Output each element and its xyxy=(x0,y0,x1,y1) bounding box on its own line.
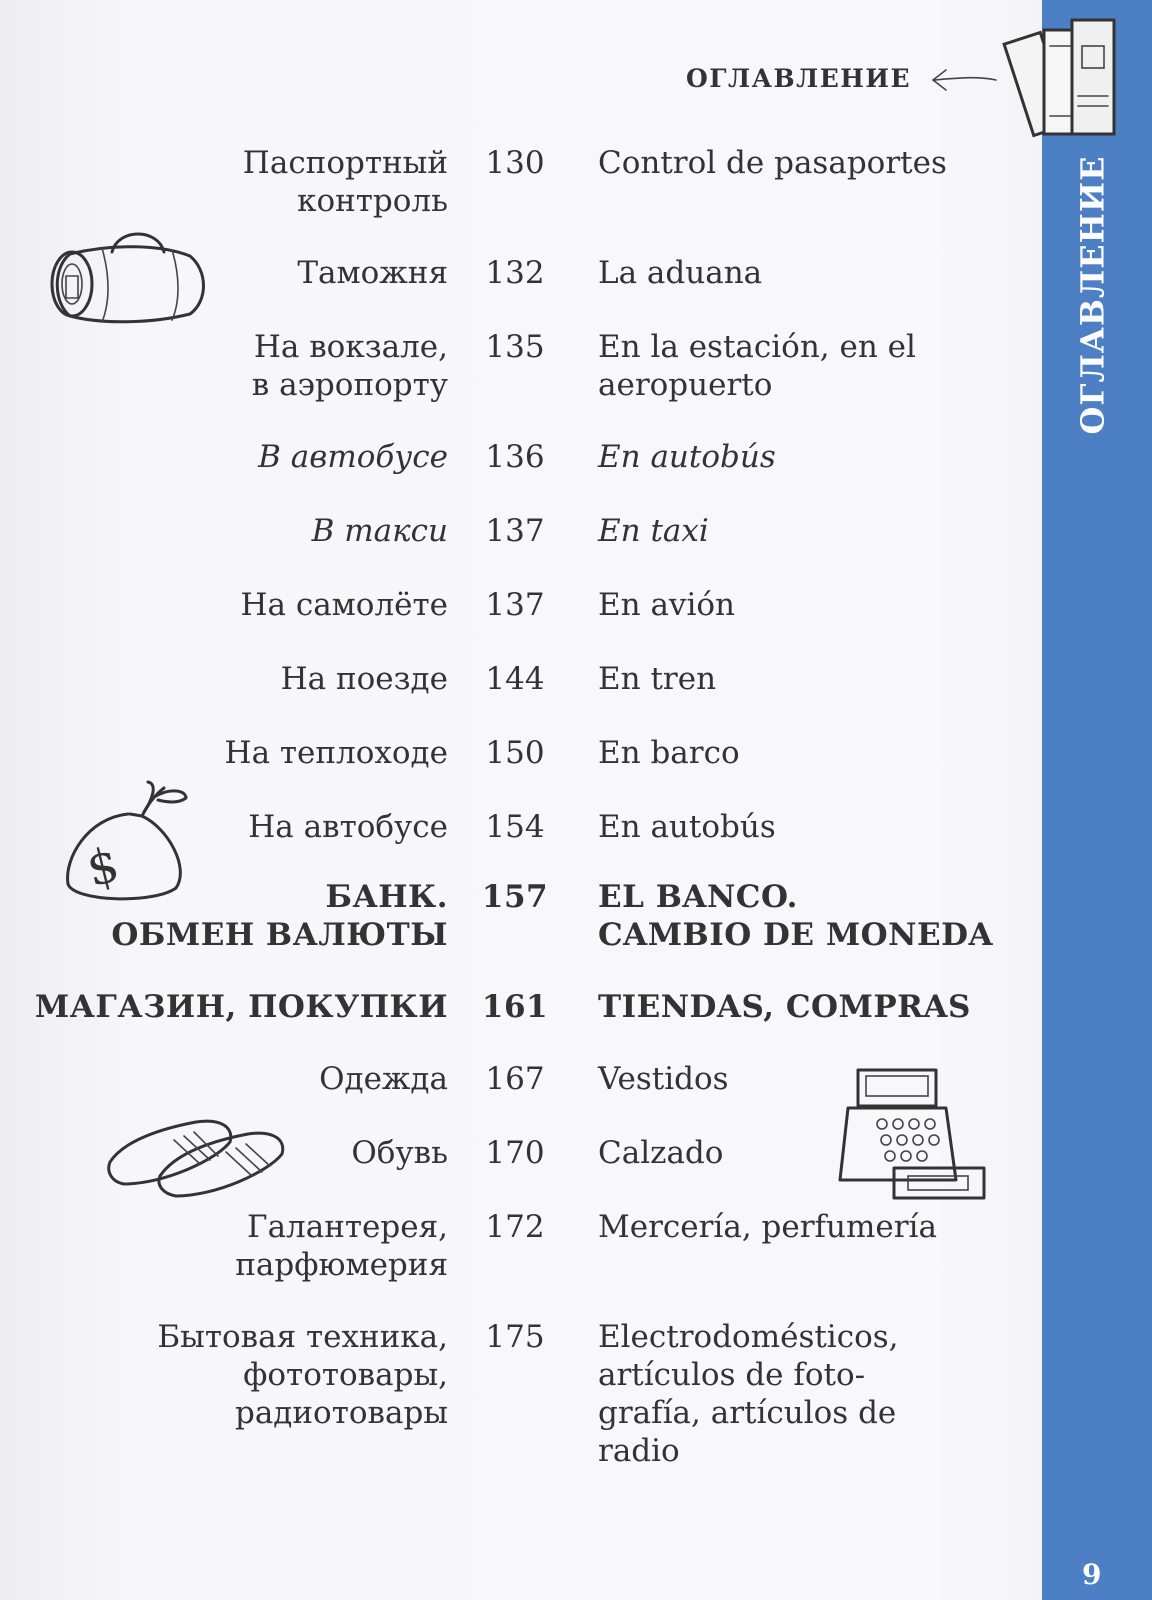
entry-title-es: Control de pasaportes xyxy=(598,145,947,181)
entry-title-ru: В автобусе xyxy=(258,439,448,475)
entry-title-es: La aduana xyxy=(598,255,763,291)
entry-title-es: EL BANCO. CAMBIO DE MONEDA xyxy=(598,879,994,953)
entry-page: 150 xyxy=(485,735,545,771)
entry-title-es: En tren xyxy=(598,661,717,697)
entry-page: 157 xyxy=(481,879,549,915)
entry-title-ru: На теплоходе xyxy=(224,735,448,771)
entry-title-ru: На автобусе xyxy=(248,809,448,845)
books-icon xyxy=(998,6,1126,144)
entry-page: 130 xyxy=(485,145,545,181)
entry-title-ru: Таможня xyxy=(297,255,448,291)
svg-text:$: $ xyxy=(81,836,125,899)
arrow-icon xyxy=(928,62,998,98)
entry-title-ru: БАНК. ОБМЕН ВАЛЮТЫ xyxy=(111,879,448,953)
entry-title-ru: Обувь xyxy=(351,1135,448,1171)
entry-title-ru: Паспортный контроль xyxy=(242,145,448,219)
entry-page: 137 xyxy=(485,587,545,623)
entry-page: 175 xyxy=(485,1319,545,1355)
entry-page: 132 xyxy=(485,255,545,291)
entry-title-ru: Галантерея, парфюмерия xyxy=(235,1209,448,1283)
entry-title-es: Mercería, perfumería xyxy=(598,1209,937,1245)
entry-title-es: En autobús xyxy=(598,809,776,845)
entry-title-es: En avión xyxy=(598,587,735,623)
page-number: 9 xyxy=(1082,1558,1102,1591)
entry-title-es: Vestidos xyxy=(598,1061,729,1097)
entry-title-ru: В такси xyxy=(311,513,448,549)
entry-page: 137 xyxy=(485,513,545,549)
entry-page: 154 xyxy=(485,809,545,845)
entry-page: 167 xyxy=(485,1061,545,1097)
entry-title-es: En autobús xyxy=(598,439,776,475)
entry-title-es: En taxi xyxy=(598,513,709,549)
entry-title-es: Electrodomésticos, artículos de foto- grafía, artículos de radio xyxy=(598,1319,899,1469)
entry-title-es: TIENDAS, COMPRAS xyxy=(598,989,971,1025)
entry-title-es: Calzado xyxy=(598,1135,724,1171)
entry-page: 136 xyxy=(485,439,545,475)
entry-title-ru: Бытовая техника, фототовары, радиотовары xyxy=(157,1319,448,1431)
entry-title-ru: На вокзале, в аэропорту xyxy=(251,329,448,403)
side-tab-label: ОГЛАВЛЕНИЕ xyxy=(1073,155,1112,435)
entry-title-ru: На самолёте xyxy=(240,587,448,623)
entry-page: 161 xyxy=(481,989,549,1025)
entry-title-es: En barco xyxy=(598,735,740,771)
entry-title-es: En la estación, en el aeropuerto xyxy=(598,329,916,403)
entry-page: 135 xyxy=(485,329,545,365)
entry-page: 170 xyxy=(485,1135,545,1171)
entry-page: 144 xyxy=(485,661,545,697)
entry-page: 172 xyxy=(485,1209,545,1245)
entry-title-ru: МАГАЗИН, ПОКУПКИ xyxy=(34,989,448,1025)
page-title: ОГЛАВЛЕНИЕ xyxy=(686,64,912,93)
entry-title-ru: На поезде xyxy=(280,661,448,697)
entry-title-ru: Одежда xyxy=(319,1061,448,1097)
